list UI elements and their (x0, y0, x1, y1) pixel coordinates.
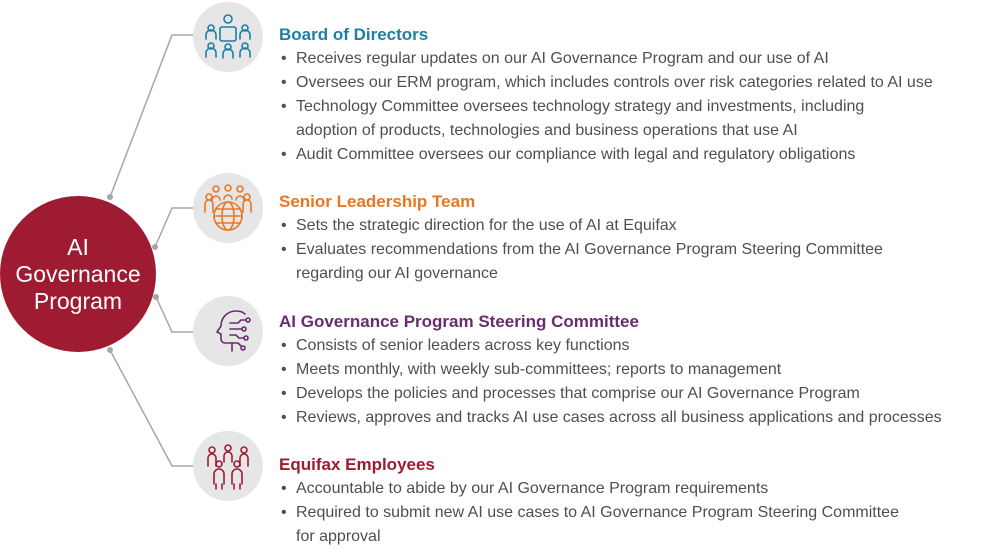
connector-board (110, 35, 193, 197)
group-title: Senior Leadership Team (279, 192, 476, 211)
ai-governance-program-hub (0, 196, 156, 352)
hub-label-line-3: Program (33, 287, 123, 314)
group-title: AI Governance Program Steering Committee (279, 312, 639, 331)
bullet-item: • Sets the strategic direction for the use of AI at Equifax (279, 214, 999, 238)
bullet-item: • Required to submit new AI use cases to AI Governance Program Steering Committee for approval (279, 501, 999, 549)
bullet-item: • Technology Committee oversees technology strategy and investments, including adoption of products, technologies and business operations that use AI (279, 95, 999, 143)
group-steering-committee (279, 310, 999, 430)
bullet-item: • Meets monthly, with weekly sub-committees; reports to management (279, 358, 999, 382)
connector-employees (110, 350, 193, 466)
bullet-item: • Evaluates recommendations from the AI Governance Program Steering Committee regarding our AI governance (279, 238, 999, 286)
bullet-item: • Reviews, approves and tracks AI use cases across all business applications and processes (279, 406, 999, 430)
ai-head-icon (193, 296, 263, 366)
group-senior-leadership-team (279, 190, 999, 286)
leadership-globe-icon (193, 173, 263, 243)
boardroom-icon (193, 2, 263, 72)
group-title: Equifax Employees (279, 455, 435, 474)
employees-group-icon (193, 431, 263, 501)
bullet-item: • Consists of senior leaders across key functions (279, 334, 999, 358)
group-equifax-employees (279, 453, 999, 549)
bullet-item: • Audit Committee oversees our compliance with legal and regulatory obligations (279, 143, 999, 167)
group-title: Board of Directors (279, 25, 429, 44)
bullet-item: • Develops the policies and processes that comprise our AI Governance Program (279, 382, 999, 406)
hub-label-line-1: AI (67, 233, 89, 260)
connector-steering (156, 297, 193, 332)
connector-leadership (155, 208, 193, 247)
hub-label-line-2: Governance (15, 260, 141, 287)
bullet-item: • Accountable to abide by our AI Governance Program requirements (279, 477, 999, 501)
group-board-of-directors (279, 23, 999, 167)
bullet-item: • Oversees our ERM program, which includes controls over risk categories related to AI use (279, 71, 999, 95)
bullet-item: • Receives regular updates on our AI Governance Program and our use of AI (279, 47, 999, 71)
